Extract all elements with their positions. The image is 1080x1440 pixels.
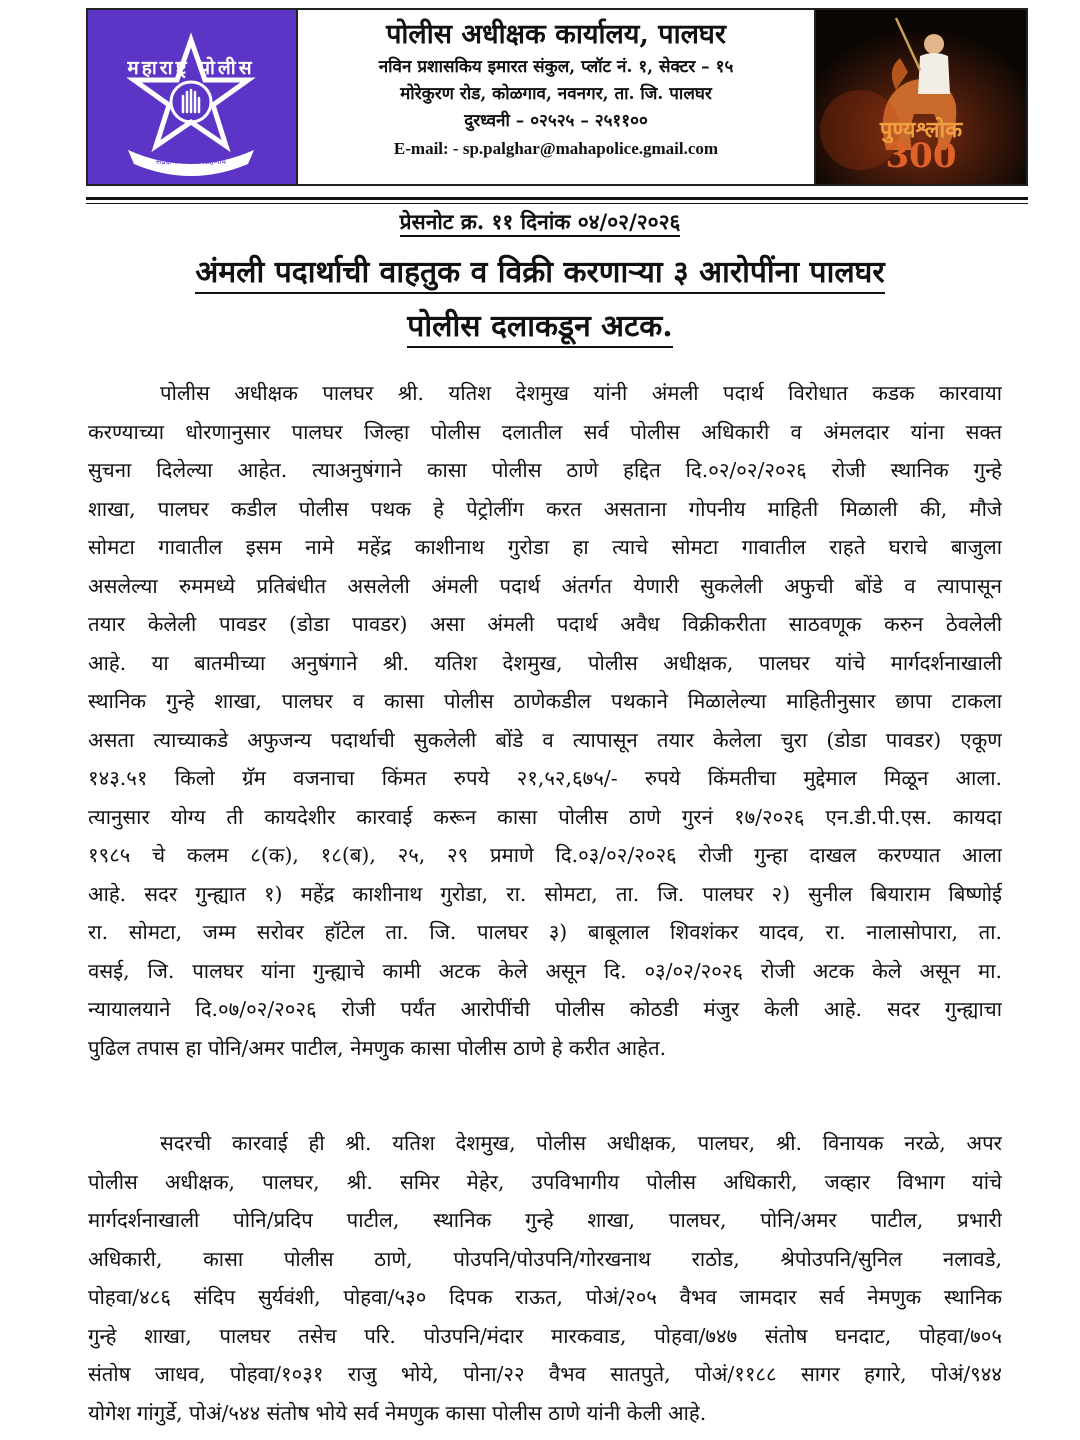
- address-line-2: मोरेकुरण रोड, कोळगाव, नवनगर, ता. जि. पालघर: [400, 84, 712, 104]
- poster-number: 300: [885, 136, 957, 176]
- header-divider-thin: [86, 203, 1028, 204]
- paragraph-line: पोलीस अधीक्षक पालघर श्री. यतिश देशमुख यांनी अंमली पदार्थ विरोधात कडक कारवाया: [160, 381, 1002, 405]
- paragraph-line: आहे. सदर गुन्ह्यात १) महेंद्र काशीनाथ गुरोडा, रा. सोमटा, ता. जि. पालघर २) सुनील बियाराम बिष्णोई: [88, 881, 1002, 906]
- paragraph-line: करण्याच्या धोरणानुसार पालघर जिल्हा पोलीस दलातील सर्व पोलीस अधिकारी व अंमलदार यांना सक्त: [88, 419, 1002, 444]
- press-note-headline: [60, 246, 1020, 354]
- headline-line-1: अंमली पदार्थाची वाहतुक व विक्री करणाऱ्या ३ आरोपींना पालघर: [195, 255, 884, 294]
- email-address: E-mail: - sp.palghar@mahapolice.gmail.com: [393, 139, 719, 158]
- paragraph-line: सुचना दिलेल्या आहेत. त्याअनुषंगाने कासा पोलीस ठाणे हद्दित दि.०२/०२/२०२६ रोजी स्थानिक गुन्हे: [88, 458, 1002, 482]
- letterhead-address: [298, 10, 816, 184]
- paragraph-line: योगेश गांगुर्डे, पोअं/५४४ संतोष भोये सर्व नेमणुक कासा पोलीस ठाणे यांनी केली आहे.: [88, 1400, 707, 1425]
- paragraph-line: असता त्याच्याकडे अफुजन्य पदार्थाची सुकलेली बोंडे व त्यापासून तयार केलेला चुरा (डोडा पावडर) एकूण: [88, 727, 1002, 752]
- paragraph-line: वसई, जि. पालघर यांना गुन्ह्याचे कामी अटक केले असून दि. ०३/०२/२०२६ रोजी अटक केले असून मा.: [88, 958, 1002, 983]
- address-line-1: नविन प्रशासकिय इमारत संकुल, प्लॉट नं. १, सेक्टर – १५: [378, 57, 734, 77]
- paragraph-line: तयार केलेली पावडर (डोडा पावडर) असा अंमली पदार्थ अवैध विक्रीकरीता साठवणूक करुन ठेवलेली: [88, 612, 1002, 636]
- paragraph-line: गुन्हे शाखा, पालघर तसेच परि. पोउपनि/मंदार मारकवाड, पोहवा/७४७ संतोष घनदाट, पोहवा/७०५: [88, 1323, 1002, 1348]
- paragraph-line: पोहवा/४८६ संदिप सुर्यवंशी, पोहवा/५३० दिपक राऊत, पोअं/२०५ वैभव जामदार सर्व नेमणुक स्थानिक: [88, 1285, 1002, 1309]
- paragraph-line: १४३.५१ किलो ग्रॅम वजनाचा किंमत रुपये २१,५२,६७५/- रुपये किंमतीचा मुद्देमाल मिळून आला.: [88, 766, 1002, 790]
- press-note-reference: प्रेसनोट क्र. ११ दिनांक ०४/०२/२०२६: [0, 207, 1080, 237]
- paragraph-line: शाखा, पालघर कडील पोलीस पथक हे पेट्रोलींग करत असताना गोपनीय माहिती मिळाली की, मौजे: [88, 496, 1002, 521]
- body-paragraph-2: [88, 1124, 1002, 1432]
- paragraph-line: सोमटा गावातील इसम नामे महेंद्र काशीनाथ गुरोडा हा त्याचे सोमटा गावातील राहते घराचे बाजुला: [88, 535, 1002, 559]
- paragraph-line: असलेल्या रुममध्ये प्रतिबंधीत असलेली अंमली पदार्थ अंतर्गत येणारी सुकलेली अफुची बोंडे व त्यापासून: [88, 573, 1002, 598]
- header-divider-thick: [86, 197, 1028, 200]
- paragraph-line: १९८५ चे कलम ८(क), १८(ब), २५, २९ प्रमाणे दि.०३/०२/२०२६ रोजी गुन्हा दाखल करण्यात आला: [88, 843, 1002, 867]
- paragraph-line: संतोष जाधव, पोहवा/१०३१ राजु भोये, पोना/२२ वैभव सातपुते, पोअं/११८८ सागर हगारे, पोअं/९४४: [88, 1362, 1002, 1386]
- phone-number: दुरध्वनी – ०२५२५ – २५११००: [464, 111, 648, 131]
- letterhead: [86, 8, 1028, 186]
- office-title: पोलीस अधीक्षक कार्यालय, पालघर: [386, 19, 726, 50]
- paragraph-line: आहे. या बातमीच्या अनुषंगाने श्री. यतिश देशमुख, पोलीस अधीक्षक, पालघर यांचे मार्गदर्शनाखाली: [88, 650, 1002, 675]
- paragraph-line: न्यायालयाने दि.०७/०२/२०२६ रोजी पर्यंत आरोपींची पोलीस कोठडी मंजुर केली आहे. सदर गुन्ह्याचा: [88, 997, 1002, 1021]
- paragraph-line: स्थानिक गुन्हे शाखा, पालघर व कासा पोलीस ठाणेकडील पथकाने मिळालेल्या माहितीनुसार छापा टाकला: [88, 689, 1002, 713]
- punyashlok-300-poster: [816, 10, 1026, 184]
- headline-line-2: पोलीस दलाकडून अटक.: [407, 309, 672, 348]
- paragraph-line: पोलीस अधीक्षक, पालघर, श्री. समिर मेहेर, उपविभागीय पोलीस अधिकारी, जव्हार विभाग यांचे: [88, 1169, 1002, 1194]
- logo-motto: सद्रक्षणाय खलनिग्रहणाय: [155, 157, 227, 166]
- maharashtra-police-logo: [88, 10, 298, 184]
- paragraph-line: सदरची कारवाई ही श्री. यतिश देशमुख, पोलीस अधीक्षक, पालघर, श्री. विनायक नरळे, अपर: [160, 1131, 1002, 1155]
- paragraph-line: त्यानुसार योग्य ती कायदेशीर कारवाई करून कासा पोलीस ठाणे गुरनं १७/२०२६ एन.डी.पी.एस. कायदा: [88, 804, 1002, 829]
- body-paragraph-1: [88, 374, 1002, 1067]
- paragraph-line: मार्गदर्शनाखाली पोनि/प्रदिप पाटील, स्थानिक गुन्हे शाखा, पालघर, पोनि/अमर पाटील, प्रभारी: [88, 1208, 1002, 1232]
- paragraph-line: पुढिल तपास हा पोनि/अमर पाटील, नेमणुक कासा पोलीस ठाणे हे करीत आहेत.: [88, 1035, 667, 1060]
- logo-text: महाराष्ट्र पोलीस: [127, 57, 255, 79]
- paragraph-line: रा. सोमटा, जम्म सरोवर हॉटेल ता. जि. पालघर ३) बाबूलाल शिवशंकर यादव, रा. नालासोपारा, ता.: [88, 920, 1002, 944]
- paragraph-line: अधिकारी, कासा पोलीस ठाणे, पोउपनि/पोउपनि/गोरखनाथ राठोड, श्रेपोउपनि/सुनिल नलावडे,: [88, 1246, 1002, 1271]
- poster-text: पुण्यश्लोक: [879, 117, 963, 143]
